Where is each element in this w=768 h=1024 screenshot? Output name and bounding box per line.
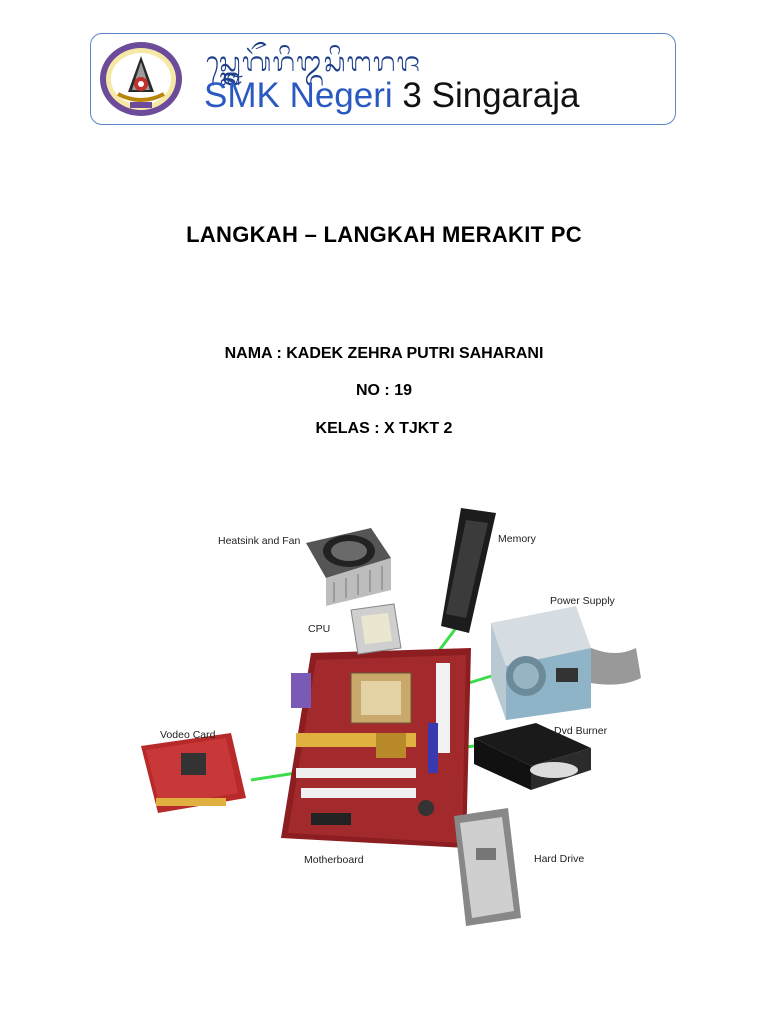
school-name-number: 3 Singaraja bbox=[402, 76, 580, 115]
student-name: NAMA : KADEK ZEHRA PUTRI SAHARANI bbox=[224, 345, 544, 362]
school-crest-icon bbox=[98, 40, 184, 118]
motherboard-image bbox=[281, 648, 471, 848]
balinese-script-text: ᬲ᭄ᬫ᭄ᬓ᭄ᬦᬾᬕᭂᬭᬶ᭓ᬲᬶᬗᬭᬚ bbox=[206, 47, 422, 78]
cpu-image bbox=[351, 604, 401, 654]
label-motherboard: Motherboard bbox=[304, 854, 364, 866]
student-number: NO : 19 bbox=[355, 382, 412, 399]
label-memory: Memory bbox=[498, 533, 536, 545]
heatsink-fan-image bbox=[306, 528, 391, 606]
video-card-image bbox=[141, 733, 246, 813]
label-video-card: Vodeo Card bbox=[160, 729, 216, 741]
pc-components-illustration bbox=[136, 498, 666, 933]
power-supply-image bbox=[491, 606, 641, 720]
document-title: LANGKAH – LANGKAH MERAKIT PC bbox=[186, 222, 582, 247]
memory-image bbox=[441, 508, 496, 633]
school-name bbox=[204, 76, 579, 116]
school-name-main: SMK Negeri bbox=[204, 76, 393, 115]
hard-drive-image bbox=[454, 808, 521, 926]
label-power-supply: Power Supply bbox=[550, 595, 615, 607]
label-hard-drive: Hard Drive bbox=[534, 853, 585, 865]
label-cpu: CPU bbox=[308, 623, 331, 635]
label-dvd: Dvd Burner bbox=[554, 725, 608, 737]
student-class: KELAS : X TJKT 2 bbox=[315, 420, 453, 437]
label-heatsink: Heatsink and Fan bbox=[218, 535, 301, 547]
